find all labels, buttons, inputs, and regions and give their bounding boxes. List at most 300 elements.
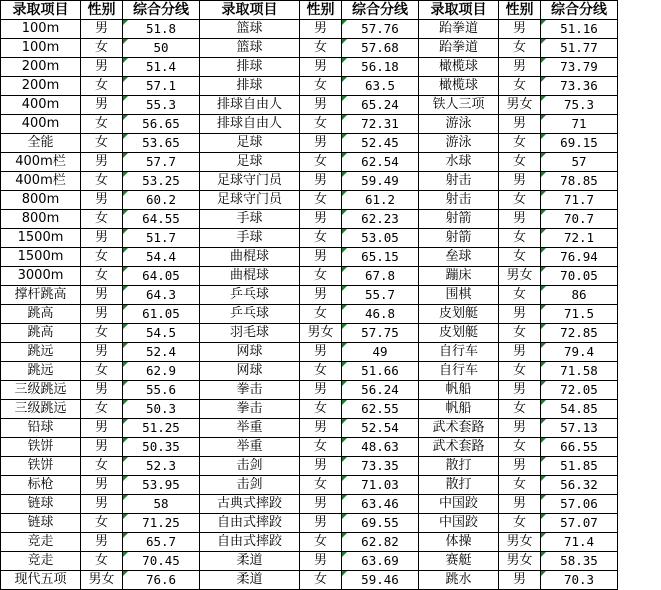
cell-score-2[interactable]: 56.24 bbox=[342, 381, 419, 400]
cell-event-2[interactable]: 排球 bbox=[200, 58, 300, 77]
cell-score-1[interactable]: 51.8 bbox=[123, 20, 200, 39]
cell-score-3[interactable]: 51.16 bbox=[541, 20, 618, 39]
cell-score-3[interactable]: 79.4 bbox=[541, 343, 618, 362]
cell-event-1[interactable]: 三级跳远 bbox=[1, 400, 81, 419]
cell-score-1[interactable]: 54.5 bbox=[123, 324, 200, 343]
cell-event-1[interactable]: 铁饼 bbox=[1, 438, 81, 457]
cell-gender-3[interactable]: 男 bbox=[499, 343, 541, 362]
table-row bbox=[1, 210, 618, 229]
cell-gender-1[interactable]: 男女 bbox=[81, 571, 123, 590]
cell-gender-3[interactable]: 男 bbox=[499, 457, 541, 476]
cell-gender-1[interactable]: 女 bbox=[81, 248, 123, 267]
cell-gender-1[interactable]: 男 bbox=[81, 96, 123, 115]
cell-gender-3[interactable]: 女 bbox=[499, 476, 541, 495]
cell-event-1[interactable]: 链球 bbox=[1, 495, 81, 514]
table-row bbox=[1, 248, 618, 267]
cell-gender-2[interactable]: 女 bbox=[300, 533, 342, 552]
cell-gender-3[interactable]: 男 bbox=[499, 172, 541, 191]
cell-gender-2[interactable]: 男 bbox=[300, 286, 342, 305]
cell-event-2[interactable]: 乒乓球 bbox=[200, 305, 300, 324]
cell-event-2[interactable]: 击剑 bbox=[200, 476, 300, 495]
cell-score-3[interactable]: 70.05 bbox=[541, 267, 618, 286]
cell-event-2[interactable]: 足球守门员 bbox=[200, 172, 300, 191]
cell-gender-1[interactable]: 女 bbox=[81, 77, 123, 96]
cell-gender-3[interactable]: 女 bbox=[499, 514, 541, 533]
cell-event-1[interactable]: 撑杆跳高 bbox=[1, 286, 81, 305]
cell-score-3[interactable]: 69.15 bbox=[541, 134, 618, 153]
cell-score-1[interactable]: 51.7 bbox=[123, 229, 200, 248]
cell-gender-2[interactable]: 女 bbox=[300, 571, 342, 590]
cell-score-1[interactable]: 64.3 bbox=[123, 286, 200, 305]
cell-gender-3[interactable]: 男女 bbox=[499, 533, 541, 552]
table-row bbox=[1, 419, 618, 438]
cell-score-1[interactable]: 53.25 bbox=[123, 172, 200, 191]
header-gender-3[interactable]: 性别 bbox=[499, 1, 541, 20]
cell-event-3[interactable]: 水球 bbox=[419, 153, 499, 172]
cell-event-2[interactable]: 篮球 bbox=[200, 39, 300, 58]
cell-gender-2[interactable]: 女 bbox=[300, 400, 342, 419]
cell-score-1[interactable]: 57.1 bbox=[123, 77, 200, 96]
cell-gender-2[interactable]: 男 bbox=[300, 58, 342, 77]
cell-score-3[interactable]: 76.94 bbox=[541, 248, 618, 267]
cell-gender-3[interactable]: 男女 bbox=[499, 267, 541, 286]
cell-gender-1[interactable]: 女 bbox=[81, 457, 123, 476]
cell-gender-1[interactable]: 男 bbox=[81, 495, 123, 514]
header-event-3[interactable]: 录取项目 bbox=[419, 1, 499, 20]
cell-score-1[interactable]: 54.4 bbox=[123, 248, 200, 267]
cell-score-2[interactable]: 69.55 bbox=[342, 514, 419, 533]
cell-gender-2[interactable]: 女 bbox=[300, 115, 342, 134]
table-row bbox=[1, 438, 618, 457]
cell-event-1[interactable]: 100m bbox=[1, 39, 81, 58]
cell-score-1[interactable]: 53.65 bbox=[123, 134, 200, 153]
cell-gender-1[interactable]: 男 bbox=[81, 343, 123, 362]
cell-event-2[interactable]: 古典式摔跤 bbox=[200, 495, 300, 514]
cell-gender-2[interactable]: 女 bbox=[300, 39, 342, 58]
cell-score-2[interactable]: 72.31 bbox=[342, 115, 419, 134]
cell-event-1[interactable]: 链球 bbox=[1, 514, 81, 533]
cell-event-3[interactable]: 铁人三项 bbox=[419, 96, 499, 115]
cell-gender-2[interactable]: 男 bbox=[300, 210, 342, 229]
cell-event-1[interactable]: 1500m bbox=[1, 248, 81, 267]
cell-event-1[interactable]: 400m bbox=[1, 96, 81, 115]
cell-event-1[interactable]: 标枪 bbox=[1, 476, 81, 495]
cell-gender-2[interactable]: 男 bbox=[300, 96, 342, 115]
cell-gender-1[interactable]: 女 bbox=[81, 115, 123, 134]
cell-gender-2[interactable]: 女 bbox=[300, 476, 342, 495]
cell-event-3[interactable]: 武术套路 bbox=[419, 438, 499, 457]
table-row bbox=[1, 514, 618, 533]
cell-event-2[interactable]: 曲棍球 bbox=[200, 267, 300, 286]
cell-gender-3[interactable]: 男 bbox=[499, 419, 541, 438]
cell-event-2[interactable]: 足球守门员 bbox=[200, 191, 300, 210]
cell-gender-2[interactable]: 女 bbox=[300, 362, 342, 381]
cell-gender-1[interactable]: 女 bbox=[81, 267, 123, 286]
cell-gender-1[interactable]: 男 bbox=[81, 476, 123, 495]
cell-score-2[interactable]: 46.8 bbox=[342, 305, 419, 324]
cell-event-3[interactable]: 自行车 bbox=[419, 343, 499, 362]
table-row bbox=[1, 39, 618, 58]
cell-event-3[interactable]: 橄榄球 bbox=[419, 77, 499, 96]
cell-gender-3[interactable]: 男 bbox=[499, 20, 541, 39]
cell-gender-3[interactable]: 女 bbox=[499, 191, 541, 210]
cell-event-1[interactable]: 竞走 bbox=[1, 552, 81, 571]
table-row bbox=[1, 362, 618, 381]
cell-gender-1[interactable]: 女 bbox=[81, 552, 123, 571]
cell-gender-3[interactable]: 女 bbox=[499, 153, 541, 172]
cell-score-1[interactable]: 62.9 bbox=[123, 362, 200, 381]
cell-score-2[interactable]: 67.8 bbox=[342, 267, 419, 286]
cell-event-1[interactable]: 三级跳远 bbox=[1, 381, 81, 400]
cell-score-1[interactable]: 51.25 bbox=[123, 419, 200, 438]
header-score-1[interactable]: 综合分线 bbox=[123, 1, 200, 20]
cell-score-1[interactable]: 50 bbox=[123, 39, 200, 58]
cell-event-1[interactable]: 400m栏 bbox=[1, 172, 81, 191]
cell-event-1[interactable]: 铁饼 bbox=[1, 457, 81, 476]
cell-event-1[interactable]: 400m bbox=[1, 115, 81, 134]
cell-score-3[interactable]: 73.79 bbox=[541, 58, 618, 77]
cell-event-3[interactable]: 散打 bbox=[419, 476, 499, 495]
cell-score-3[interactable]: 51.77 bbox=[541, 39, 618, 58]
cell-event-2[interactable]: 柔道 bbox=[200, 552, 300, 571]
cell-event-2[interactable]: 手球 bbox=[200, 229, 300, 248]
cell-event-3[interactable]: 垒球 bbox=[419, 248, 499, 267]
cell-gender-3[interactable]: 男 bbox=[499, 210, 541, 229]
cell-event-1[interactable]: 3000m bbox=[1, 267, 81, 286]
table-row bbox=[1, 267, 618, 286]
cell-event-3[interactable]: 赛艇 bbox=[419, 552, 499, 571]
cell-event-1[interactable]: 100m bbox=[1, 20, 81, 39]
cell-event-3[interactable]: 游泳 bbox=[419, 115, 499, 134]
cell-event-3[interactable]: 皮划艇 bbox=[419, 305, 499, 324]
cell-score-2[interactable]: 57.75 bbox=[342, 324, 419, 343]
cell-event-3[interactable]: 跆拳道 bbox=[419, 39, 499, 58]
cell-event-3[interactable]: 围棋 bbox=[419, 286, 499, 305]
cell-score-3[interactable]: 70.7 bbox=[541, 210, 618, 229]
table-row bbox=[1, 191, 618, 210]
cell-gender-2[interactable]: 男 bbox=[300, 381, 342, 400]
cell-event-1[interactable]: 200m bbox=[1, 58, 81, 77]
cell-event-1[interactable]: 800m bbox=[1, 210, 81, 229]
cell-gender-3[interactable]: 女 bbox=[499, 324, 541, 343]
cell-score-1[interactable]: 55.3 bbox=[123, 96, 200, 115]
cell-score-1[interactable]: 65.7 bbox=[123, 533, 200, 552]
cell-event-1[interactable]: 1500m bbox=[1, 229, 81, 248]
cell-event-2[interactable]: 手球 bbox=[200, 210, 300, 229]
table-row bbox=[1, 229, 618, 248]
cell-gender-3[interactable]: 男 bbox=[499, 305, 541, 324]
cell-score-3[interactable]: 51.85 bbox=[541, 457, 618, 476]
cell-event-3[interactable]: 游泳 bbox=[419, 134, 499, 153]
cell-event-3[interactable]: 中国跤 bbox=[419, 495, 499, 514]
cell-score-3[interactable]: 71.4 bbox=[541, 533, 618, 552]
header-row bbox=[1, 1, 618, 20]
cell-event-3[interactable]: 帆船 bbox=[419, 381, 499, 400]
cell-gender-2[interactable]: 男 bbox=[300, 20, 342, 39]
cell-gender-1[interactable]: 男 bbox=[81, 153, 123, 172]
cell-event-1[interactable]: 跳高 bbox=[1, 305, 81, 324]
cell-score-2[interactable]: 62.55 bbox=[342, 400, 419, 419]
cell-gender-3[interactable]: 女 bbox=[499, 229, 541, 248]
cell-event-1[interactable]: 800m bbox=[1, 191, 81, 210]
table-row bbox=[1, 286, 618, 305]
cell-gender-2[interactable]: 男 bbox=[300, 419, 342, 438]
cell-gender-1[interactable]: 女 bbox=[81, 39, 123, 58]
cell-event-2[interactable]: 足球 bbox=[200, 153, 300, 172]
cell-score-3[interactable]: 72.1 bbox=[541, 229, 618, 248]
cell-score-1[interactable]: 64.05 bbox=[123, 267, 200, 286]
table-row bbox=[1, 153, 618, 172]
cell-score-3[interactable]: 71.7 bbox=[541, 191, 618, 210]
cell-score-2[interactable]: 62.54 bbox=[342, 153, 419, 172]
cell-gender-1[interactable]: 男 bbox=[81, 20, 123, 39]
cell-event-1[interactable]: 400m栏 bbox=[1, 153, 81, 172]
cell-event-2[interactable]: 足球 bbox=[200, 134, 300, 153]
cell-score-2[interactable]: 56.18 bbox=[342, 58, 419, 77]
cell-score-3[interactable]: 58.35 bbox=[541, 552, 618, 571]
cell-gender-1[interactable]: 男 bbox=[81, 191, 123, 210]
table-row bbox=[1, 96, 618, 115]
cell-gender-2[interactable]: 女 bbox=[300, 77, 342, 96]
cell-event-2[interactable]: 拳击 bbox=[200, 400, 300, 419]
cell-score-3[interactable]: 71 bbox=[541, 115, 618, 134]
cell-gender-2[interactable]: 男 bbox=[300, 495, 342, 514]
cell-score-3[interactable]: 75.3 bbox=[541, 96, 618, 115]
table-row bbox=[1, 305, 618, 324]
cell-gender-3[interactable]: 女 bbox=[499, 248, 541, 267]
cell-gender-3[interactable]: 女 bbox=[499, 134, 541, 153]
cell-gender-1[interactable]: 女 bbox=[81, 172, 123, 191]
cell-event-1[interactable]: 竞走 bbox=[1, 533, 81, 552]
cell-gender-1[interactable]: 女 bbox=[81, 362, 123, 381]
cell-gender-2[interactable]: 女 bbox=[300, 153, 342, 172]
cell-event-3[interactable]: 武术套路 bbox=[419, 419, 499, 438]
cell-gender-1[interactable]: 男 bbox=[81, 229, 123, 248]
cell-score-3[interactable]: 66.55 bbox=[541, 438, 618, 457]
cell-score-2[interactable]: 63.5 bbox=[342, 77, 419, 96]
cell-gender-1[interactable]: 女 bbox=[81, 134, 123, 153]
cell-gender-2[interactable]: 女 bbox=[300, 438, 342, 457]
table-row bbox=[1, 115, 618, 134]
cell-gender-1[interactable]: 女 bbox=[81, 514, 123, 533]
cell-gender-3[interactable]: 男 bbox=[499, 381, 541, 400]
cell-event-1[interactable]: 跳远 bbox=[1, 343, 81, 362]
cell-score-3[interactable]: 57.13 bbox=[541, 419, 618, 438]
cell-gender-2[interactable]: 男 bbox=[300, 552, 342, 571]
cell-event-2[interactable]: 柔道 bbox=[200, 571, 300, 590]
cell-event-1[interactable]: 200m bbox=[1, 77, 81, 96]
cell-event-1[interactable]: 现代五项 bbox=[1, 571, 81, 590]
cell-score-2[interactable]: 63.46 bbox=[342, 495, 419, 514]
cell-score-3[interactable]: 86 bbox=[541, 286, 618, 305]
cell-event-3[interactable]: 射击 bbox=[419, 191, 499, 210]
cell-score-1[interactable]: 55.6 bbox=[123, 381, 200, 400]
header-score-2[interactable]: 综合分线 bbox=[342, 1, 419, 20]
cell-score-2[interactable]: 59.49 bbox=[342, 172, 419, 191]
cell-score-2[interactable]: 48.63 bbox=[342, 438, 419, 457]
header-gender-1[interactable]: 性别 bbox=[81, 1, 123, 20]
cell-event-2[interactable]: 排球自由人 bbox=[200, 115, 300, 134]
cell-score-2[interactable]: 57.76 bbox=[342, 20, 419, 39]
cell-event-3[interactable]: 皮划艇 bbox=[419, 324, 499, 343]
cell-gender-1[interactable]: 男 bbox=[81, 58, 123, 77]
header-score-3[interactable]: 综合分线 bbox=[541, 1, 618, 20]
cell-score-3[interactable]: 71.5 bbox=[541, 305, 618, 324]
table-row bbox=[1, 343, 618, 362]
cell-score-2[interactable]: 53.05 bbox=[342, 229, 419, 248]
cell-score-2[interactable]: 65.15 bbox=[342, 248, 419, 267]
cell-gender-1[interactable]: 男 bbox=[81, 305, 123, 324]
cell-score-2[interactable]: 52.45 bbox=[342, 134, 419, 153]
cell-event-3[interactable]: 跆拳道 bbox=[419, 20, 499, 39]
table-row bbox=[1, 134, 618, 153]
cell-score-1[interactable]: 52.3 bbox=[123, 457, 200, 476]
cell-score-1[interactable]: 57.7 bbox=[123, 153, 200, 172]
cell-gender-3[interactable]: 女 bbox=[499, 400, 541, 419]
cell-score-1[interactable]: 52.4 bbox=[123, 343, 200, 362]
cell-score-3[interactable]: 71.58 bbox=[541, 362, 618, 381]
cell-gender-2[interactable]: 女 bbox=[300, 191, 342, 210]
cell-gender-1[interactable]: 男 bbox=[81, 438, 123, 457]
cell-event-2[interactable]: 网球 bbox=[200, 362, 300, 381]
cell-gender-2[interactable]: 女 bbox=[300, 305, 342, 324]
cell-score-2[interactable]: 62.23 bbox=[342, 210, 419, 229]
cell-score-3[interactable]: 56.32 bbox=[541, 476, 618, 495]
header-event-1[interactable]: 录取项目 bbox=[1, 1, 81, 20]
cell-event-2[interactable]: 排球 bbox=[200, 77, 300, 96]
cell-score-2[interactable]: 65.24 bbox=[342, 96, 419, 115]
cell-score-3[interactable]: 57.07 bbox=[541, 514, 618, 533]
cell-gender-1[interactable]: 女 bbox=[81, 210, 123, 229]
cell-gender-3[interactable]: 女 bbox=[499, 77, 541, 96]
cell-score-1[interactable]: 64.55 bbox=[123, 210, 200, 229]
cell-score-3[interactable]: 57 bbox=[541, 153, 618, 172]
cell-event-3[interactable]: 跳水 bbox=[419, 571, 499, 590]
cell-gender-2[interactable]: 男 bbox=[300, 248, 342, 267]
cell-event-1[interactable]: 跳高 bbox=[1, 324, 81, 343]
cell-event-2[interactable]: 举重 bbox=[200, 419, 300, 438]
cell-event-2[interactable]: 网球 bbox=[200, 343, 300, 362]
cell-score-2[interactable]: 55.7 bbox=[342, 286, 419, 305]
cell-score-1[interactable]: 51.4 bbox=[123, 58, 200, 77]
cell-gender-2[interactable]: 男 bbox=[300, 343, 342, 362]
cell-gender-2[interactable]: 女 bbox=[300, 229, 342, 248]
cell-score-2[interactable]: 73.35 bbox=[342, 457, 419, 476]
cell-score-3[interactable]: 73.36 bbox=[541, 77, 618, 96]
cell-gender-2[interactable]: 男 bbox=[300, 514, 342, 533]
cell-gender-3[interactable]: 女 bbox=[499, 39, 541, 58]
cell-event-2[interactable]: 羽毛球 bbox=[200, 324, 300, 343]
cell-event-3[interactable]: 中国跤 bbox=[419, 514, 499, 533]
cell-score-2[interactable]: 51.66 bbox=[342, 362, 419, 381]
cell-score-2[interactable]: 62.82 bbox=[342, 533, 419, 552]
cell-gender-1[interactable]: 男 bbox=[81, 419, 123, 438]
cell-gender-3[interactable]: 女 bbox=[499, 362, 541, 381]
cell-gender-1[interactable]: 男 bbox=[81, 286, 123, 305]
cell-gender-1[interactable]: 男 bbox=[81, 381, 123, 400]
cell-event-2[interactable]: 拳击 bbox=[200, 381, 300, 400]
cell-gender-3[interactable]: 男 bbox=[499, 58, 541, 77]
header-gender-2[interactable]: 性别 bbox=[300, 1, 342, 20]
cell-gender-3[interactable]: 男 bbox=[499, 115, 541, 134]
cell-score-3[interactable]: 70.3 bbox=[541, 571, 618, 590]
cell-event-2[interactable]: 排球自由人 bbox=[200, 96, 300, 115]
cell-gender-2[interactable]: 男 bbox=[300, 134, 342, 153]
cell-score-1[interactable]: 71.25 bbox=[123, 514, 200, 533]
cell-score-1[interactable]: 76.6 bbox=[123, 571, 200, 590]
cell-event-2[interactable]: 击剑 bbox=[200, 457, 300, 476]
cell-gender-3[interactable]: 女 bbox=[499, 438, 541, 457]
cell-event-3[interactable]: 射箭 bbox=[419, 210, 499, 229]
cell-gender-2[interactable]: 男女 bbox=[300, 324, 342, 343]
cell-gender-1[interactable]: 女 bbox=[81, 400, 123, 419]
cell-event-1[interactable]: 铅球 bbox=[1, 419, 81, 438]
table-row bbox=[1, 533, 618, 552]
cell-gender-3[interactable]: 男 bbox=[499, 571, 541, 590]
cell-event-3[interactable]: 帆船 bbox=[419, 400, 499, 419]
cell-gender-3[interactable]: 女 bbox=[499, 286, 541, 305]
cell-event-1[interactable]: 全能 bbox=[1, 134, 81, 153]
cell-score-2[interactable]: 63.69 bbox=[342, 552, 419, 571]
cell-score-1[interactable]: 56.65 bbox=[123, 115, 200, 134]
cell-score-1[interactable]: 61.05 bbox=[123, 305, 200, 324]
cell-score-1[interactable]: 53.95 bbox=[123, 476, 200, 495]
table-row bbox=[1, 400, 618, 419]
cell-event-3[interactable]: 橄榄球 bbox=[419, 58, 499, 77]
cell-event-3[interactable]: 散打 bbox=[419, 457, 499, 476]
cell-score-1[interactable]: 50.35 bbox=[123, 438, 200, 457]
cell-gender-3[interactable]: 男女 bbox=[499, 552, 541, 571]
cell-score-2[interactable]: 61.2 bbox=[342, 191, 419, 210]
cell-score-3[interactable]: 54.85 bbox=[541, 400, 618, 419]
cell-score-1[interactable]: 60.2 bbox=[123, 191, 200, 210]
cell-gender-3[interactable]: 男 bbox=[499, 495, 541, 514]
cell-event-3[interactable]: 自行车 bbox=[419, 362, 499, 381]
cell-score-2[interactable]: 52.54 bbox=[342, 419, 419, 438]
cell-gender-1[interactable]: 女 bbox=[81, 324, 123, 343]
cell-event-2[interactable]: 自由式摔跤 bbox=[200, 514, 300, 533]
cell-event-3[interactable]: 射箭 bbox=[419, 229, 499, 248]
cell-event-3[interactable]: 蹦床 bbox=[419, 267, 499, 286]
cell-score-2[interactable]: 57.68 bbox=[342, 39, 419, 58]
cell-event-2[interactable]: 自由式摔跤 bbox=[200, 533, 300, 552]
cell-event-2[interactable]: 举重 bbox=[200, 438, 300, 457]
cell-gender-1[interactable]: 男 bbox=[81, 533, 123, 552]
table-row bbox=[1, 20, 618, 39]
cell-event-3[interactable]: 体操 bbox=[419, 533, 499, 552]
cell-event-2[interactable]: 乒乓球 bbox=[200, 286, 300, 305]
cell-gender-2[interactable]: 男 bbox=[300, 172, 342, 191]
cell-event-2[interactable]: 曲棍球 bbox=[200, 248, 300, 267]
cell-score-3[interactable]: 72.05 bbox=[541, 381, 618, 400]
cell-event-2[interactable]: 篮球 bbox=[200, 20, 300, 39]
cell-gender-3[interactable]: 男女 bbox=[499, 96, 541, 115]
cell-score-1[interactable]: 58 bbox=[123, 495, 200, 514]
cell-gender-2[interactable]: 女 bbox=[300, 267, 342, 286]
cell-score-2[interactable]: 71.03 bbox=[342, 476, 419, 495]
cell-gender-2[interactable]: 男 bbox=[300, 457, 342, 476]
cell-event-3[interactable]: 射击 bbox=[419, 172, 499, 191]
cell-event-1[interactable]: 跳远 bbox=[1, 362, 81, 381]
cell-score-1[interactable]: 70.45 bbox=[123, 552, 200, 571]
cell-score-2[interactable]: 59.46 bbox=[342, 571, 419, 590]
cell-score-1[interactable]: 50.3 bbox=[123, 400, 200, 419]
cell-score-3[interactable]: 78.85 bbox=[541, 172, 618, 191]
cell-score-3[interactable]: 57.06 bbox=[541, 495, 618, 514]
cell-score-3[interactable]: 72.85 bbox=[541, 324, 618, 343]
header-event-2[interactable]: 录取项目 bbox=[200, 1, 300, 20]
cell-score-2[interactable]: 49 bbox=[342, 343, 419, 362]
